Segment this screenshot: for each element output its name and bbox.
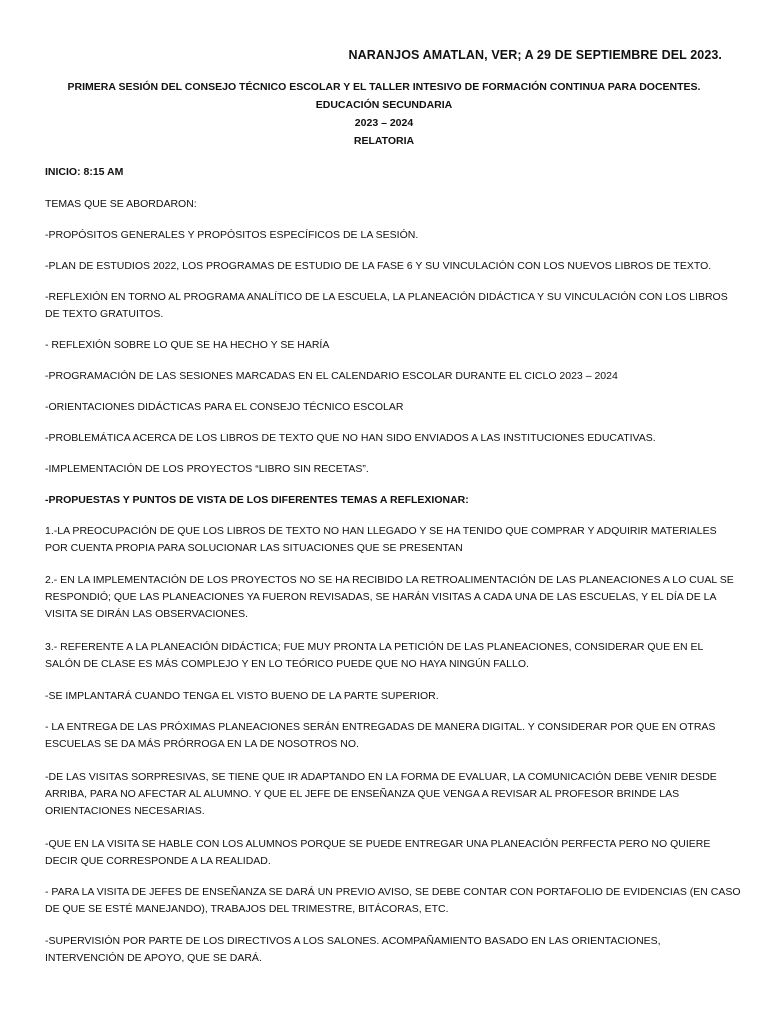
topic-item — [45, 430, 735, 447]
proposal-item — [45, 884, 741, 918]
proposal-line: DECIR QUE CORRESPONDE A LA REALIDAD. — [45, 855, 271, 867]
proposal-item — [45, 639, 735, 673]
topic-item — [45, 368, 735, 385]
proposal-line: ORIENTACIONES NECESARIAS. — [45, 805, 205, 817]
proposal-line: POR CUENTA PROPIA PARA SOLUCIONAR LAS SITUACIONES QUE SE PRESENTAN — [45, 542, 463, 554]
document-title: PRIMERA SESIÓN DEL CONSEJO TÉCNICO ESCOLAR Y EL TALLER INTESIVO DE FORMACIÓN CONTINUA PARA DOCENTES. — [67, 81, 701, 93]
proposal-item — [45, 572, 735, 623]
document-type: RELATORIA — [353, 135, 415, 147]
topic-item — [45, 399, 735, 416]
proposal-item — [45, 688, 735, 705]
topic-line: -ORIENTACIONES DIDÁCTICAS PARA EL CONSEJO TÉCNICO ESCOLAR — [45, 401, 404, 413]
proposal-item — [45, 836, 735, 870]
document-level: EDUCACIÓN SECUNDARIA — [315, 99, 453, 111]
proposal-line: RESPONDIÓ; QUE LAS PLANEACIONES YA FUERON REVISADAS, SE HARÁN VISITAS A CADA UNA DE LAS ESCUELAS, Y EL DÍA DE LA — [45, 591, 717, 603]
proposal-item — [45, 523, 735, 557]
topic-item — [45, 337, 735, 354]
proposal-line: ESCUELAS SE DA MÁS PRÓRROGA EN LA DE NOSOTROS NO. — [45, 738, 359, 750]
proposal-line: DE QUE SE ESTÉ MANEJANDO), TRABAJOS DEL TRIMESTRE, BITÁCORAS, ETC. — [45, 903, 449, 915]
document-cycle: 2023 – 2024 — [354, 117, 414, 129]
start-time: INICIO: 8:15 AM — [45, 166, 124, 178]
proposal-item — [45, 933, 735, 967]
proposal-line: VISITA SE DIRÁN LAS OBSERVACIONES. — [45, 608, 249, 620]
proposal-line: 3.- REFERENTE A LA PLANEACIÓN DIDÁCTICA; FUE MUY PRONTA LA PETICIÓN DE LAS PLANEACIONES, CONSIDERAR QUE EN EL — [45, 641, 704, 653]
topic-line: -PLAN DE ESTUDIOS 2022, LOS PROGRAMAS DE ESTUDIO DE LA FASE 6 Y SU VINCULACIÓN CON LOS NUEVOS LIBROS DE TEXTO. — [45, 260, 712, 272]
proposal-line: 1.-LA PREOCUPACIÓN DE QUE LOS LIBROS DE TEXTO NO HAN LLEGADO Y SE HA TENIDO QUE COMPRAR Y ADQUIRIR MATERIALES — [45, 525, 717, 537]
proposal-line: SALÓN DE CLASE ES MÁS COMPLEJO Y EN LO TEÓRICO PUEDE QUE NO HAYA NINGÚN FALLO. — [45, 658, 529, 670]
topic-line: -REFLEXIÓN EN TORNO AL PROGRAMA ANALÍTICO DE LA ESCUELA, LA PLANEACIÓN DIDÁCTICA Y SU VINCULACIÓN CON LOS LIBROS — [45, 291, 728, 303]
topic-line: - REFLEXIÓN SOBRE LO QUE SE HA HECHO Y SE HARÍA — [45, 339, 330, 351]
topic-line: DE TEXTO GRATUITOS. — [45, 308, 164, 320]
topic-line: -IMPLEMENTACIÓN DE LOS PROYECTOS “LIBRO SIN RECETAS”. — [45, 463, 369, 475]
topic-line: -PROPÓSITOS GENERALES Y PROPÓSITOS ESPECÍFICOS DE LA SESIÓN. — [45, 229, 419, 241]
topic-item — [45, 258, 735, 275]
proposals-title: -PROPUESTAS Y PUNTOS DE VISTA DE LOS DIFERENTES TEMAS A REFLEXIONAR: — [45, 494, 469, 506]
dateline: NARANJOS AMATLAN, VER; A 29 DE SEPTIEMBRE DEL 2023. — [348, 48, 722, 62]
proposal-line: -SUPERVISIÓN POR PARTE DE LOS DIRECTIVOS A LOS SALONES. ACOMPAÑAMIENTO BASADO EN LAS ORIENTACIONES, — [45, 935, 661, 947]
topic-item — [45, 227, 735, 244]
proposal-line: -SE IMPLANTARÁ CUANDO TENGA EL VISTO BUENO DE LA PARTE SUPERIOR. — [45, 690, 439, 702]
proposal-line: 2.- EN LA IMPLEMENTACIÓN DE LOS PROYECTOS NO SE HA RECIBIDO LA RETROALIMENTACIÓN DE LAS PLANEACIONES A LO CUAL SE — [45, 574, 734, 586]
topic-item — [45, 289, 735, 323]
proposal-line: INTERVENCIÓN DE APOYO, QUE SE DARÁ. — [45, 952, 262, 964]
topic-item — [45, 461, 735, 478]
proposal-line: -DE LAS VISITAS SORPRESIVAS, SE TIENE QUE IR ADAPTANDO EN LA FORMA DE EVALUAR, LA COMUNICACIÓN DEBE VENIR DESDE — [45, 771, 717, 783]
proposal-line: - PARA LA VISITA DE JEFES DE ENSEÑANZA SE DARÁ UN PREVIO AVISO, SE DEBE CONTAR CON PORTAFOLIO DE EVIDENCIAS (EN CASO — [45, 886, 741, 898]
proposal-line: ARRIBA, PARA NO AFECTAR AL ALUMNO. Y QUE EL JEFE DE ENSEÑANZA QUE VENGA A REVISAR AL PROFESOR BRINDE LAS — [45, 788, 680, 800]
topics-title: TEMAS QUE SE ABORDARON: — [45, 198, 197, 210]
proposal-line: - LA ENTREGA DE LAS PRÓXIMAS PLANEACIONES SERÁN ENTREGADAS DE MANERA DIGITAL. Y CONSIDERAR POR QUE EN OTRAS — [45, 721, 716, 733]
proposal-item — [45, 719, 735, 753]
proposal-line: -QUE EN LA VISITA SE HABLE CON LOS ALUMNOS PORQUE SE PUEDE ENTREGAR UNA PLANEACIÓN PERFECTA PERO NO QUIERE — [45, 838, 711, 850]
topic-line: -PROGRAMACIÓN DE LAS SESIONES MARCADAS EN EL CALENDARIO ESCOLAR DURANTE EL CICLO 2023 – 2024 — [45, 370, 618, 382]
proposal-item — [45, 769, 735, 820]
topic-line: -PROBLEMÁTICA ACERCA DE LOS LIBROS DE TEXTO QUE NO HAN SIDO ENVIADOS A LAS INSTITUCIONES EDUCATIVAS. — [45, 432, 656, 444]
